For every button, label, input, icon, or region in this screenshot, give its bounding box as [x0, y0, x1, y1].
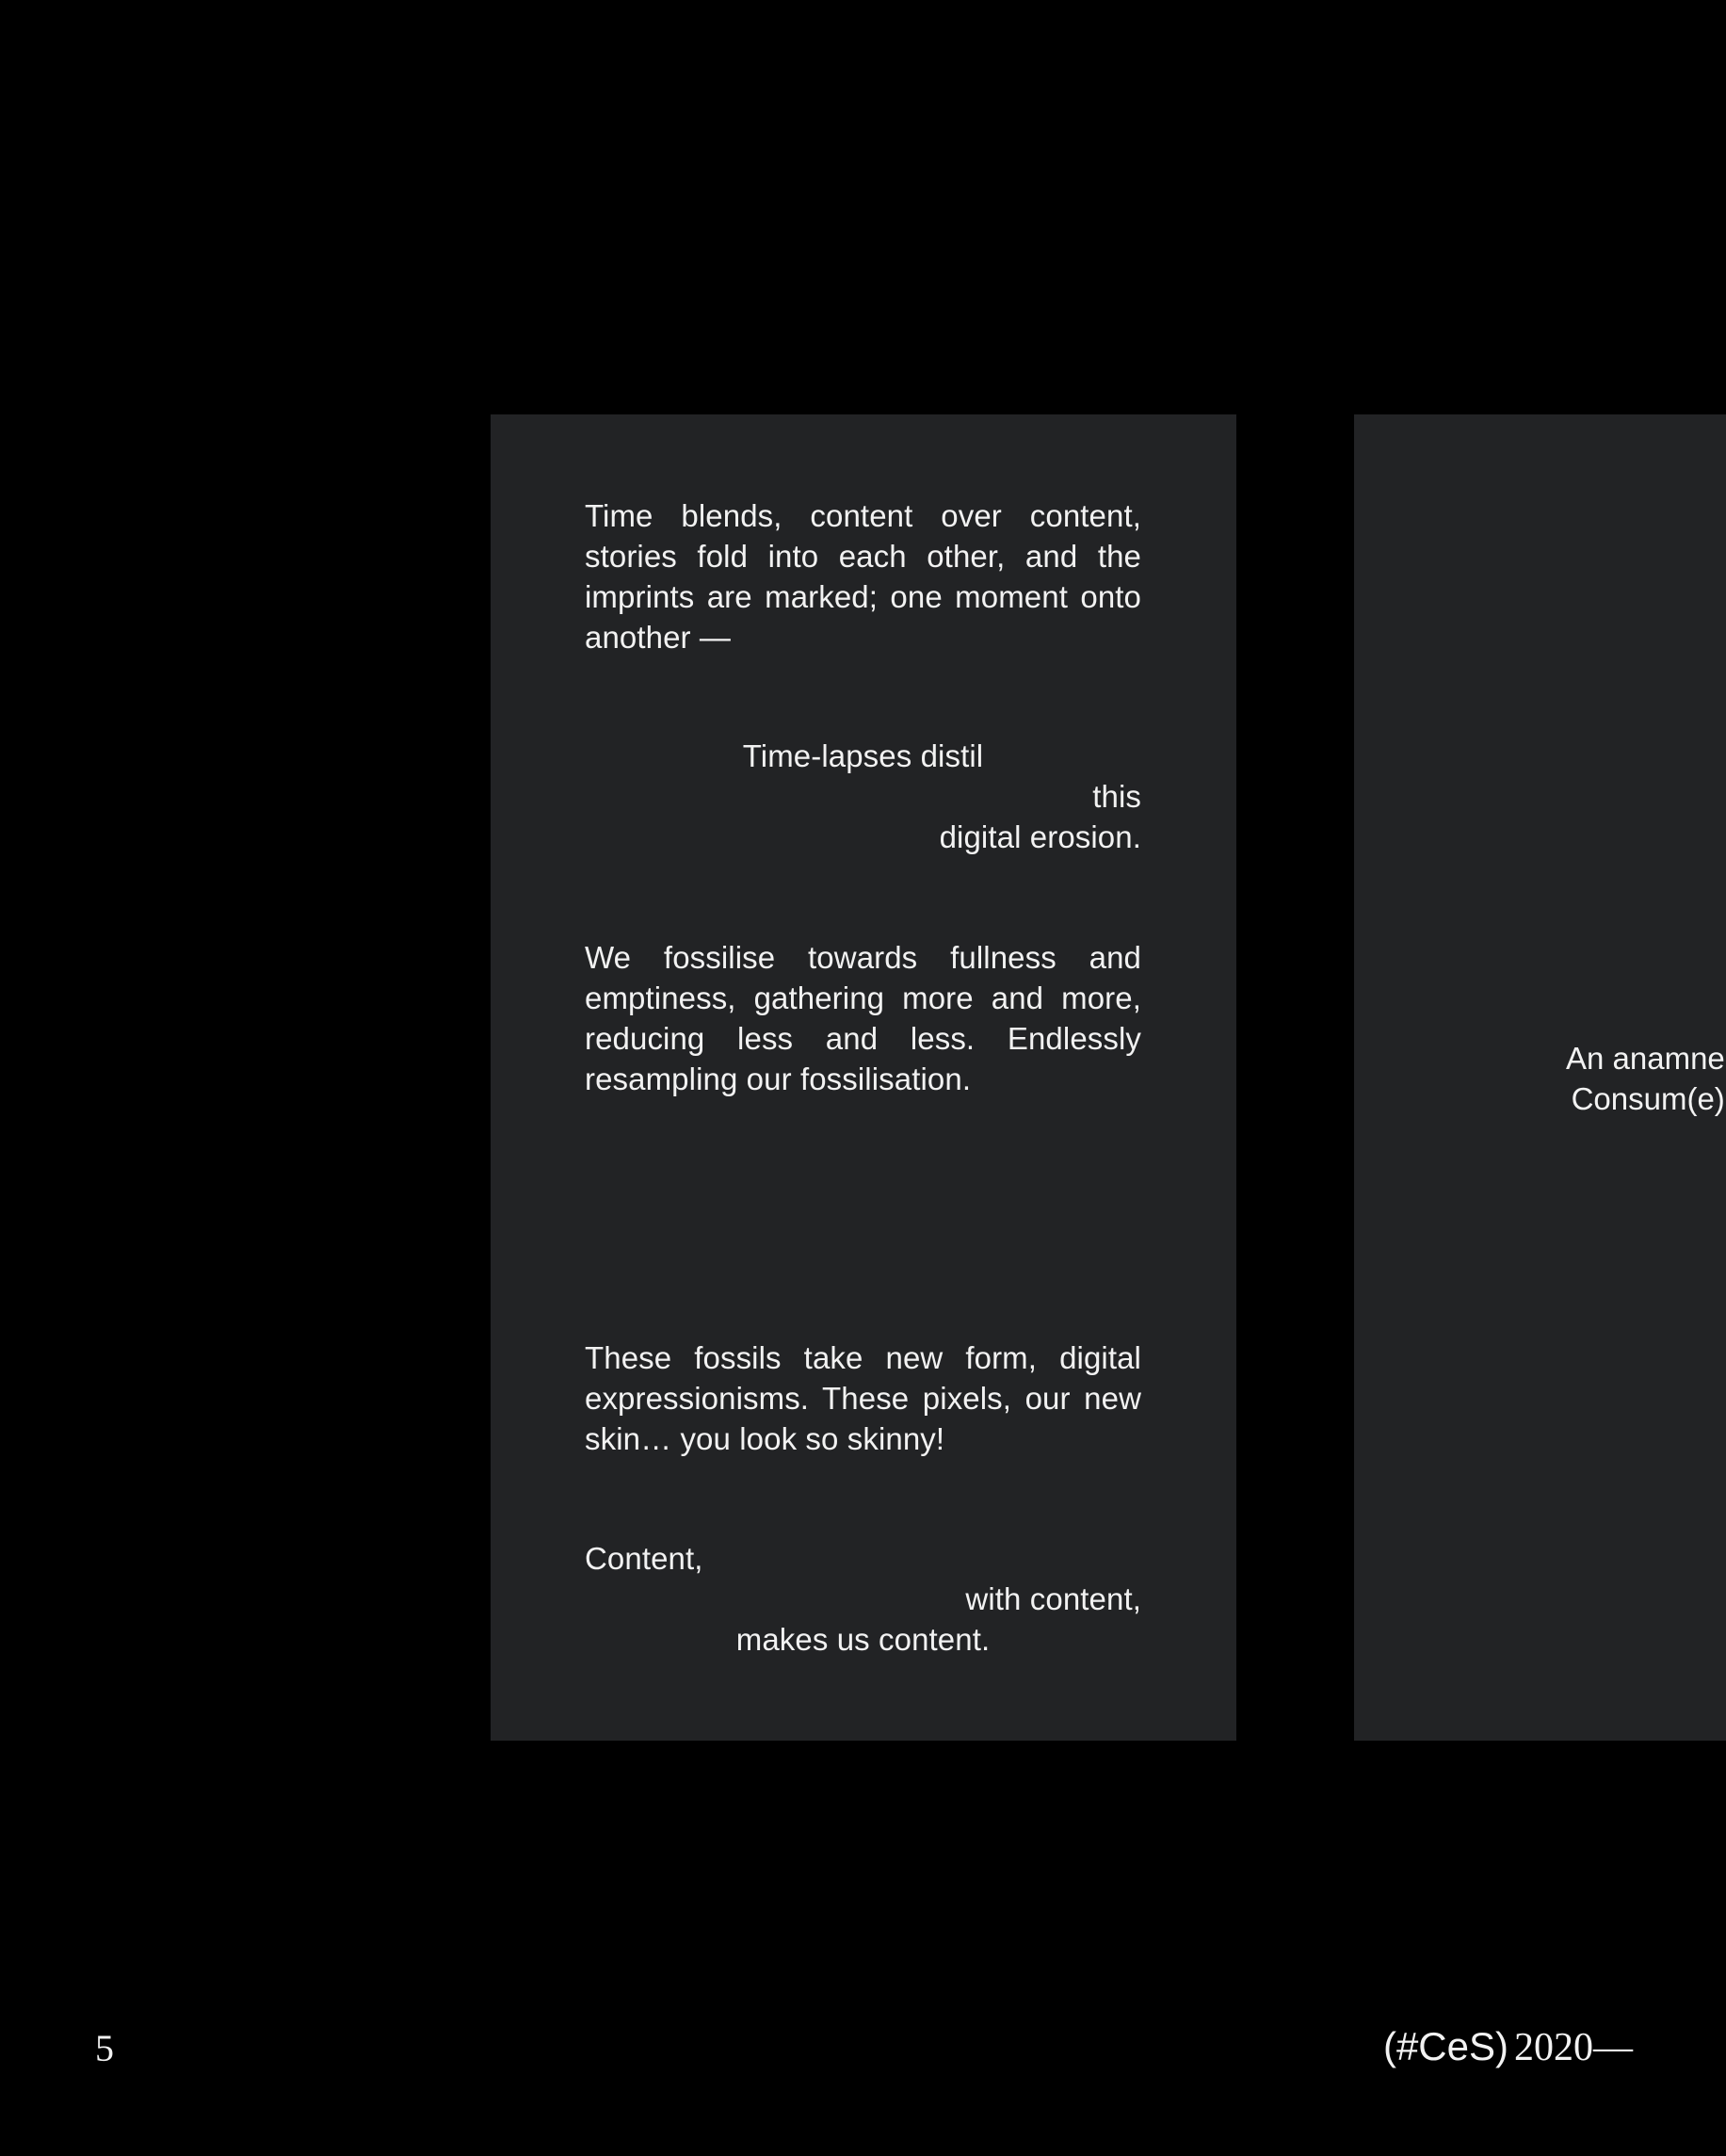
- footer-year: 2020—: [1514, 2026, 1633, 2069]
- stanza-line: Time-lapses distil: [742, 738, 984, 773]
- paragraph-text: These fossils take new form, digital expressionisms. These pixels, our new skin… you look so skinny!: [585, 1340, 1141, 1456]
- right-card-text: [1557, 1038, 1725, 1119]
- right-card-line: An anamne: [1566, 1041, 1725, 1076]
- stanza-line: Content,: [585, 1541, 703, 1576]
- footer-mark: [1383, 2023, 1633, 2071]
- paragraph-time-blends: [585, 495, 1141, 657]
- stanza-time-lapses: [585, 736, 1141, 857]
- text-card-right: [1354, 414, 1726, 1741]
- text-card-left: [491, 414, 1236, 1741]
- stanza-content: [585, 1538, 1141, 1660]
- stanza-line: with content,: [965, 1581, 1141, 1616]
- paragraph-fossilise: [585, 937, 1141, 1099]
- stanza-line: digital erosion.: [939, 819, 1141, 854]
- right-card-line: Consum(e): [1571, 1081, 1725, 1116]
- footer-tag: (#CeS): [1382, 2024, 1508, 2068]
- page-number: 5: [95, 2027, 114, 2069]
- paragraph-text: We fossilise towards fullness and emptiness, gathering more and more, reducing less and less. Endlessly resampling our fossilisation.: [585, 940, 1141, 1096]
- paragraph-fossils: [585, 1337, 1141, 1459]
- paragraph-text: Time blends, content over content, stories fold into each other, and the imprints are marked; one moment onto another —: [585, 498, 1141, 655]
- stanza-line: this: [1092, 779, 1141, 814]
- stanza-line: makes us content.: [735, 1622, 991, 1657]
